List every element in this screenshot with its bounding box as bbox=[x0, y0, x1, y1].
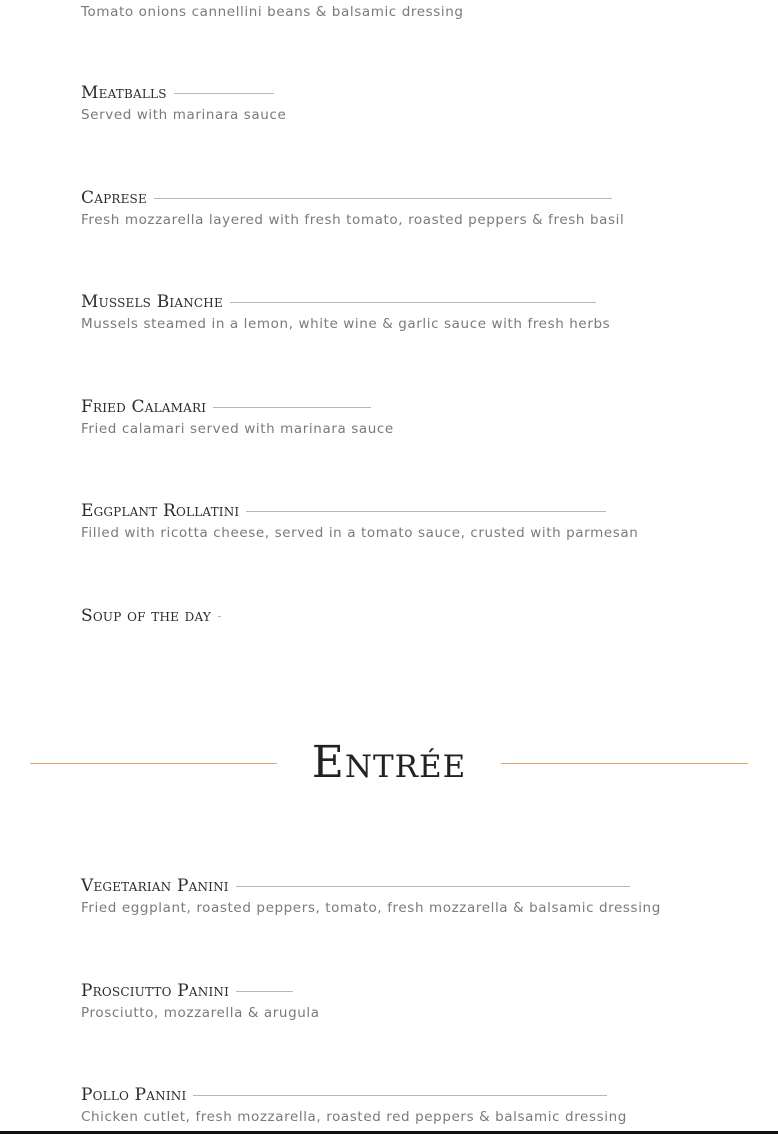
menu-item-name: Mussels Bianche bbox=[81, 292, 223, 312]
menu-item-name: Eggplant Rollatini bbox=[81, 501, 240, 521]
item-divider bbox=[174, 93, 274, 94]
menu-item-meatballs bbox=[81, 82, 286, 123]
menu-item-name: Vegetarian Panini bbox=[81, 876, 229, 896]
section-title: Entrée bbox=[311, 737, 467, 788]
item-divider bbox=[246, 511, 606, 512]
item-divider bbox=[218, 616, 221, 617]
item-divider bbox=[193, 1095, 607, 1096]
menu-item-name: Meatballs bbox=[81, 83, 167, 103]
menu-item-description: Filled with ricotta cheese, served in a tomato sauce, crusted with parmesan bbox=[81, 525, 639, 541]
item-divider bbox=[154, 198, 612, 199]
menu-item-description: Fried eggplant, roasted peppers, tomato, fresh mozzarella & balsamic dressing bbox=[81, 900, 661, 916]
menu-item-fried-calamari bbox=[81, 396, 394, 437]
menu-item-mussels-bianche bbox=[81, 291, 610, 332]
section-header-entree bbox=[0, 735, 778, 791]
menu-item-description: Mussels steamed in a lemon, white wine & garlic sauce with fresh herbs bbox=[81, 316, 611, 332]
menu-item-description: Tomato onions cannellini beans & balsamic dressing bbox=[81, 4, 464, 20]
menu-item-soup-of-the-day bbox=[81, 605, 221, 630]
menu-item-description: Prosciutto, mozzarella & arugula bbox=[81, 1005, 320, 1021]
menu-item-caprese bbox=[81, 187, 624, 228]
item-divider bbox=[213, 407, 371, 408]
menu-item-description: Chicken cutlet, fresh mozzarella, roasted red peppers & balsamic dressing bbox=[81, 1109, 627, 1125]
menu-item-vegetarian-panini bbox=[81, 875, 661, 916]
section-divider-right bbox=[501, 763, 748, 764]
menu-item-prosciutto-panini bbox=[81, 980, 320, 1021]
menu-item-pollo-panini bbox=[81, 1084, 627, 1125]
item-divider bbox=[230, 302, 596, 303]
menu-item-name: Caprese bbox=[81, 188, 147, 208]
menu-item-description: Served with marinara sauce bbox=[81, 107, 287, 123]
menu-item-name: Fried Calamari bbox=[81, 397, 207, 417]
menu-item-name: Soup of the day bbox=[81, 606, 211, 626]
menu-item-name: Prosciutto Panini bbox=[81, 981, 230, 1001]
item-divider bbox=[236, 991, 293, 992]
menu-item-eggplant-rollatini bbox=[81, 500, 638, 541]
item-divider bbox=[236, 886, 630, 887]
menu-item-name: Pollo Panini bbox=[81, 1085, 187, 1105]
menu-item-description: Fresh mozzarella layered with fresh tomato, roasted peppers & fresh basil bbox=[81, 212, 625, 228]
menu-item-description: Fried calamari served with marinara sauce bbox=[81, 421, 394, 437]
